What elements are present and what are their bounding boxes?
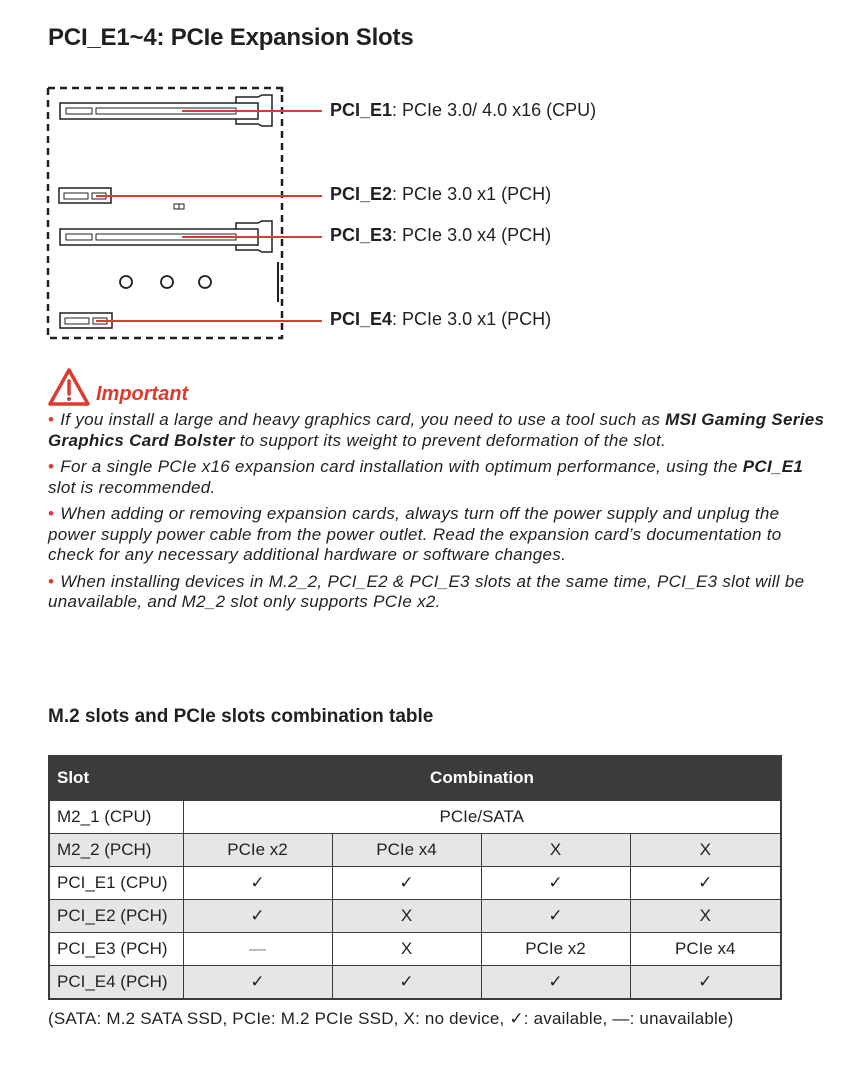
combination-table <box>48 755 782 1000</box>
combination-cell: ✓ <box>183 900 332 933</box>
table-row <box>49 933 781 966</box>
combination-cell: PCIe x4 <box>630 933 781 966</box>
slot-cell: PCI_E4 (PCH) <box>49 966 183 1000</box>
table-row <box>49 900 781 933</box>
table-row <box>49 966 781 1000</box>
combination-cell: ✓ <box>183 867 332 900</box>
page-title: PCI_E1~4: PCIe Expansion Slots <box>48 24 414 51</box>
pci-e2-label: PCI_E2: PCIe 3.0 x1 (PCH) <box>330 184 552 204</box>
pcie-slot-diagram <box>0 0 855 360</box>
combination-header: Combination <box>183 756 781 800</box>
slot-cell: PCI_E2 (PCH) <box>49 900 183 933</box>
combination-cell: ✓ <box>481 900 630 933</box>
combination-cell: X <box>332 933 481 966</box>
slot-cell: M2_1 (CPU) <box>49 800 183 834</box>
combination-cell: ✓ <box>481 966 630 1000</box>
slot-cell: M2_2 (PCH) <box>49 834 183 867</box>
pci-e1-label: PCI_E1: PCIe 3.0/ 4.0 x16 (CPU) <box>330 100 597 120</box>
mounting-hole-icon <box>161 276 173 288</box>
combination-cell: X <box>630 900 781 933</box>
table-row <box>49 800 781 834</box>
important-item: • When adding or removing expansion cards, always turn off the power supply and unplug the power supply power cable from the power outlet. Read the expansion card’s documentation to check for any necessary additional hardware or software changes. <box>48 504 782 564</box>
important-notice <box>48 366 828 619</box>
important-item: • When installing devices in M.2_2, PCI_E2 & PCI_E3 slots at the same time, PCI_E3 slot will be unavailable, and M2_2 slot only supports PCIe x2. <box>48 571 805 611</box>
combination-cell: X <box>630 834 781 867</box>
table-footnote: (SATA: M.2 SATA SSD, PCIe: M.2 PCIe SSD, X: no device, ✓: available, —: unavailable) <box>48 1009 734 1028</box>
combination-cell: PCIe x2 <box>481 933 630 966</box>
important-title: Important <box>96 382 189 405</box>
combination-cell: X <box>481 834 630 867</box>
table-row <box>49 834 781 867</box>
pci-e4-label: PCI_E4: PCIe 3.0 x1 (PCH) <box>330 309 552 329</box>
important-item: • For a single PCIe x16 expansion card installation with optimum performance, using the PCI_E1 slot is recommended. <box>48 457 804 497</box>
combination-cell: ✓ <box>630 867 781 900</box>
important-item: • If you install a large and heavy graphics card, you need to use a tool such as MSI Gaming Series Graphics Card Bolster to support its weight to prevent deformation of the slot. <box>48 410 825 450</box>
combination-cell: ✓ <box>630 966 781 1000</box>
slot-cell: PCI_E3 (PCH) <box>49 933 183 966</box>
mounting-hole-icon <box>199 276 211 288</box>
table-row <box>49 867 781 900</box>
combination-cell: PCIe x2 <box>183 834 332 867</box>
combination-cell: ✓ <box>481 867 630 900</box>
warning-icon <box>48 367 90 407</box>
combination-cell: — <box>183 933 332 966</box>
table-title: M.2 slots and PCIe slots combination table <box>48 706 434 727</box>
mounting-hole-icon <box>120 276 132 288</box>
combination-cell: PCIe x4 <box>332 834 481 867</box>
combination-cell: ✓ <box>183 966 332 1000</box>
slot-cell: PCI_E1 (CPU) <box>49 867 183 900</box>
combination-cell: PCIe/SATA <box>183 800 781 834</box>
combination-cell: X <box>332 900 481 933</box>
combination-cell: ✓ <box>332 867 481 900</box>
pci-e3-label: PCI_E3: PCIe 3.0 x4 (PCH) <box>330 225 552 245</box>
pci-e2-slot <box>59 188 184 209</box>
slot-header: Slot <box>49 756 183 800</box>
combination-cell: ✓ <box>332 966 481 1000</box>
